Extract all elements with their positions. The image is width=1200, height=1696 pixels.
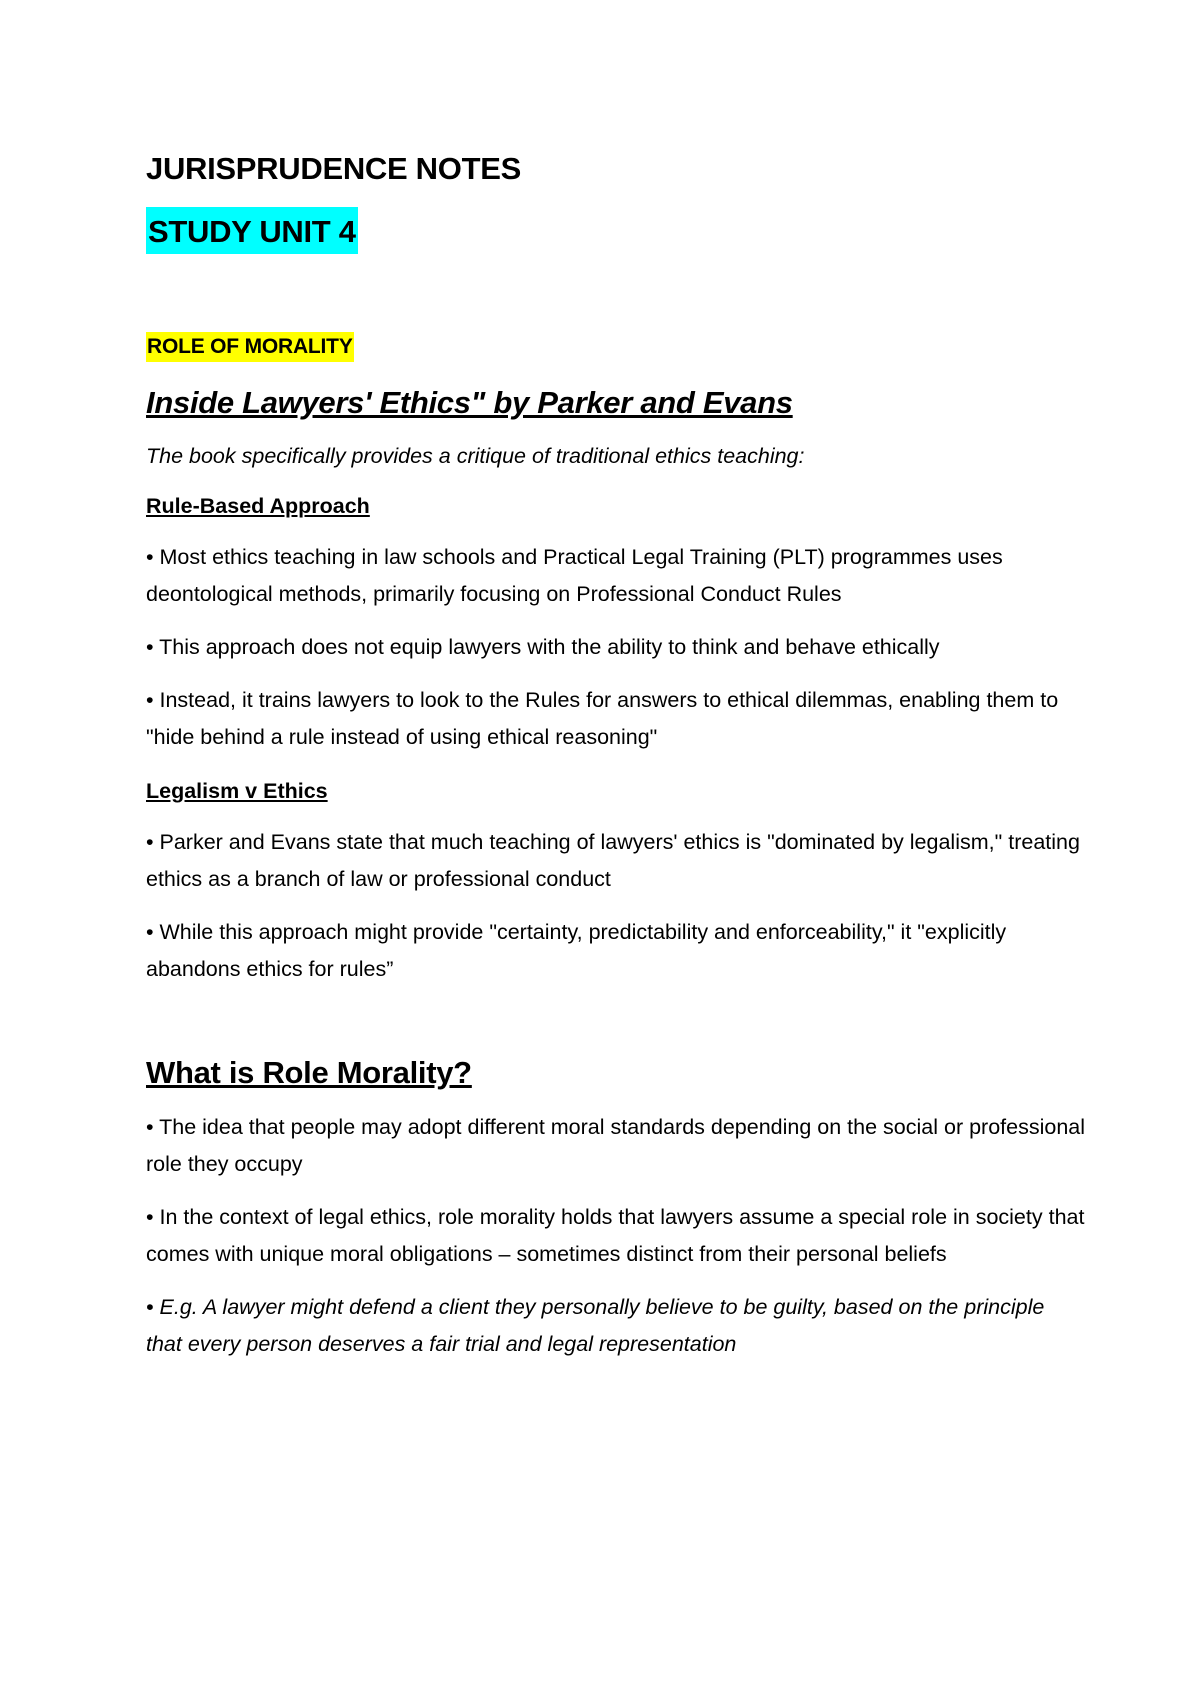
document-title: JURISPRUDENCE NOTES xyxy=(146,151,521,186)
role-morality-bullet-2: • In the context of legal ethics, role morality holds that lawyers assume a special role in society that comes with unique moral obligations – sometimes distinct from their personal beliefs xyxy=(146,1204,1085,1266)
study-unit-heading: STUDY UNIT 4 xyxy=(146,207,358,254)
legalism-bullet-2: • While this approach might provide "certainty, predictability and enforceability," it "explicitly abandons ethics for rules” xyxy=(146,919,1007,981)
rule-based-bullet-1: • Most ethics teaching in law schools and Practical Legal Training (PLT) programmes uses deontological methods, primarily focusing on Professional Conduct Rules xyxy=(146,544,1003,606)
legalism-bullet-1: • Parker and Evans state that much teaching of lawyers' ethics is "dominated by legalism," treating ethics as a branch of law or professional conduct xyxy=(146,829,1080,891)
role-morality-bullet-3: • E.g. A lawyer might defend a client they personally believe to be guilty, based on the principle that every person deserves a fair trial and legal representation xyxy=(146,1294,1045,1356)
legalism-v-ethics-heading: Legalism v Ethics xyxy=(146,778,328,803)
rule-based-bullet-3: • Instead, it trains lawyers to look to the Rules for answers to ethical dilemmas, enabling them to "hide behind a rule instead of using ethical reasoning" xyxy=(146,687,1059,749)
rule-based-bullet-2: • This approach does not equip lawyers with the ability to think and behave ethically xyxy=(146,634,940,659)
section-tag-role-of-morality: ROLE OF MORALITY xyxy=(146,332,354,361)
what-is-role-morality-heading: What is Role Morality? xyxy=(146,1054,472,1090)
document-content xyxy=(146,150,1086,1363)
book-title: Inside Lawyers' Ethics" by Parker and Evans xyxy=(146,384,793,420)
role-morality-bullet-1: • The idea that people may adopt different moral standards depending on the social or professional role they occupy xyxy=(146,1114,1086,1176)
intro-text: The book specifically provides a critique of traditional ethics teaching: xyxy=(146,443,805,468)
rule-based-approach-heading: Rule-Based Approach xyxy=(146,493,370,518)
